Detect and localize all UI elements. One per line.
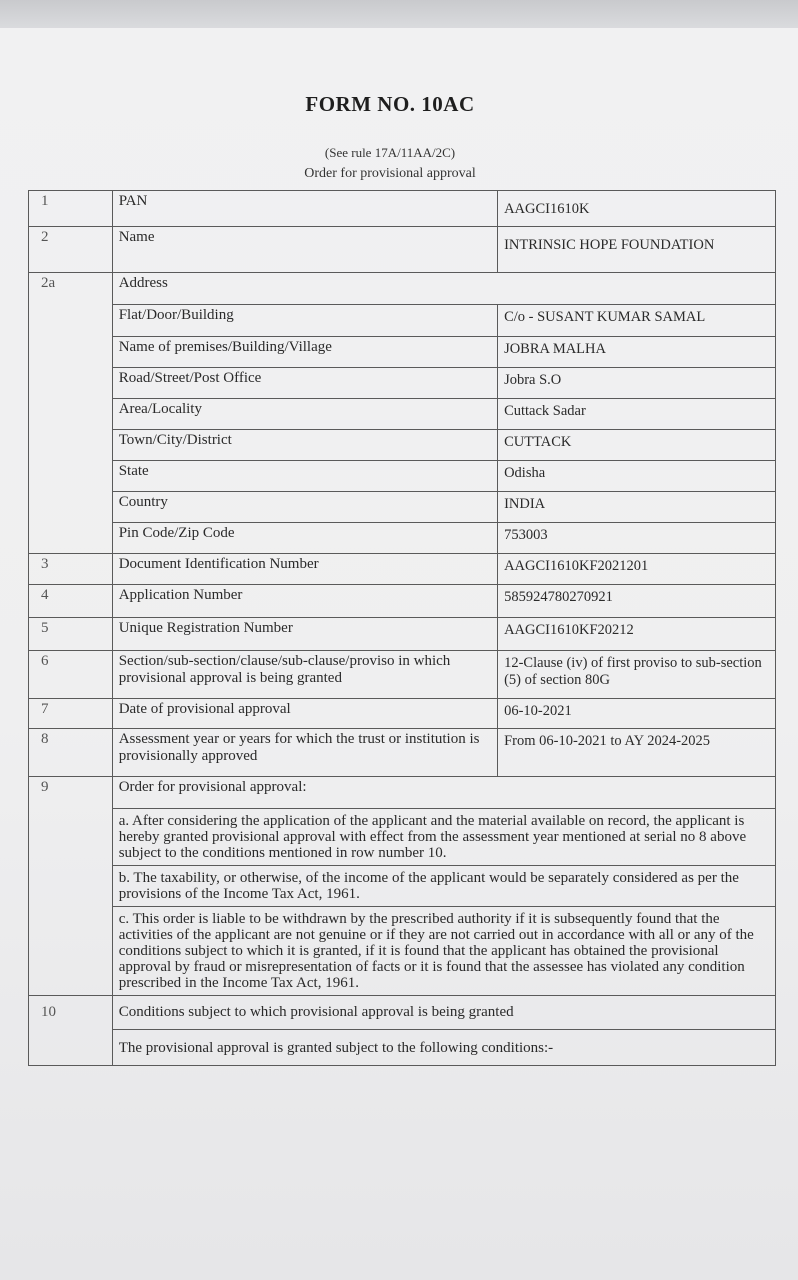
order-clause-b: b. The taxability, or otherwise, of the income of the applicant would be separately considered as per the provisions of the Income Tax Act, 1961. <box>112 866 775 907</box>
field-label: Area/Locality <box>112 399 497 430</box>
row-conditions-intro <box>29 1030 776 1066</box>
serial-number: 3 <box>29 554 113 585</box>
field-value: 753003 <box>498 523 776 554</box>
conditions-intro: The provisional approval is granted subject to the following conditions:- <box>112 1030 775 1066</box>
field-label: PAN <box>112 191 497 227</box>
row-address <box>29 273 776 305</box>
field-label: Pin Code/Zip Code <box>112 523 497 554</box>
serial-number: 2 <box>29 227 113 273</box>
field-value: AAGCI1610K <box>498 191 776 227</box>
field-value: 12-Clause (iv) of first proviso to sub-section (5) of section 80G <box>498 651 776 699</box>
row-conditions <box>29 996 776 1030</box>
row-application-number <box>29 585 776 618</box>
field-label: Flat/Door/Building <box>112 305 497 337</box>
field-label: Country <box>112 492 497 523</box>
row-flat <box>29 305 776 337</box>
row-assessment-year <box>29 729 776 777</box>
field-label: Date of provisional approval <box>112 699 497 729</box>
field-label: Section/sub-section/clause/sub-clause/proviso in which provisional approval is being granted <box>112 651 497 699</box>
field-value: Jobra S.O <box>498 368 776 399</box>
field-value: 06-10-2021 <box>498 699 776 729</box>
serial-number: 7 <box>29 699 113 729</box>
serial-number: 6 <box>29 651 113 699</box>
serial-number: 10 <box>29 996 113 1030</box>
approval-table <box>28 190 776 1066</box>
serial-number: 9 <box>29 777 113 809</box>
row-approval-date <box>29 699 776 729</box>
row-document-id <box>29 554 776 585</box>
field-value: C/o - SUSANT KUMAR SAMAL <box>498 305 776 337</box>
row-road <box>29 368 776 399</box>
field-value: CUTTACK <box>498 430 776 461</box>
row-unique-registration <box>29 618 776 651</box>
row-section <box>29 651 776 699</box>
row-country <box>29 492 776 523</box>
field-value: JOBRA MALHA <box>498 337 776 368</box>
row-order-c <box>29 907 776 996</box>
field-label: Town/City/District <box>112 430 497 461</box>
serial-number: 2a <box>29 273 113 305</box>
field-label: Conditions subject to which provisional approval is being granted <box>112 996 775 1030</box>
field-value: Cuttack Sadar <box>498 399 776 430</box>
row-state <box>29 461 776 492</box>
row-order-b <box>29 866 776 907</box>
field-label: Assessment year or years for which the trust or institution is provisionally approved <box>112 729 497 777</box>
field-value: INDIA <box>498 492 776 523</box>
field-label: Name <box>112 227 497 273</box>
row-order-heading <box>29 777 776 809</box>
row-pan <box>29 191 776 227</box>
form-rule-reference: (See rule 17A/11AA/2C) <box>324 145 456 160</box>
field-value: AAGCI1610KF2021201 <box>498 554 776 585</box>
field-label: Document Identification Number <box>112 554 497 585</box>
row-name <box>29 227 776 273</box>
field-value: Odisha <box>498 461 776 492</box>
field-label: Unique Registration Number <box>112 618 497 651</box>
row-town <box>29 430 776 461</box>
field-label: Order for provisional approval: <box>112 777 775 809</box>
field-label: Road/Street/Post Office <box>112 368 497 399</box>
form-title: FORM NO. 10AC <box>305 92 475 116</box>
row-order-a <box>29 809 776 866</box>
order-clause-c: c. This order is liable to be withdrawn by the prescribed authority if it is subsequently found that the activities of the applicant are not genuine or if they are not carried out in accordance with all or any of the conditions subject to which it is granted, if it is found that the applicant has obtained the provisional approval by fraud or misrepresentation of facts or it is found that the assessee has violated any condition prescribed in the Income Tax Act, 1961. <box>112 907 775 996</box>
row-premises <box>29 337 776 368</box>
serial-number: 5 <box>29 618 113 651</box>
field-value: 585924780270921 <box>498 585 776 618</box>
row-area <box>29 399 776 430</box>
serial-number: 8 <box>29 729 113 777</box>
field-value: AAGCI1610KF20212 <box>498 618 776 651</box>
field-label: Address <box>112 273 775 305</box>
field-label: Name of premises/Building/Village <box>112 337 497 368</box>
serial-number: 4 <box>29 585 113 618</box>
form-subtitle: Order for provisional approval <box>304 166 476 181</box>
field-value: From 06-10-2021 to AY 2024-2025 <box>498 729 776 777</box>
row-pin <box>29 523 776 554</box>
field-label: Application Number <box>112 585 497 618</box>
serial-number: 1 <box>29 191 113 227</box>
field-label: State <box>112 461 497 492</box>
order-clause-a: a. After considering the application of the applicant and the material available on record, the applicant is hereby granted provisional approval with effect from the assessment year mentioned at serial no 8 above subject to the conditions mentioned in row number 10. <box>112 809 775 866</box>
field-value: INTRINSIC HOPE FOUNDATION <box>498 227 776 273</box>
